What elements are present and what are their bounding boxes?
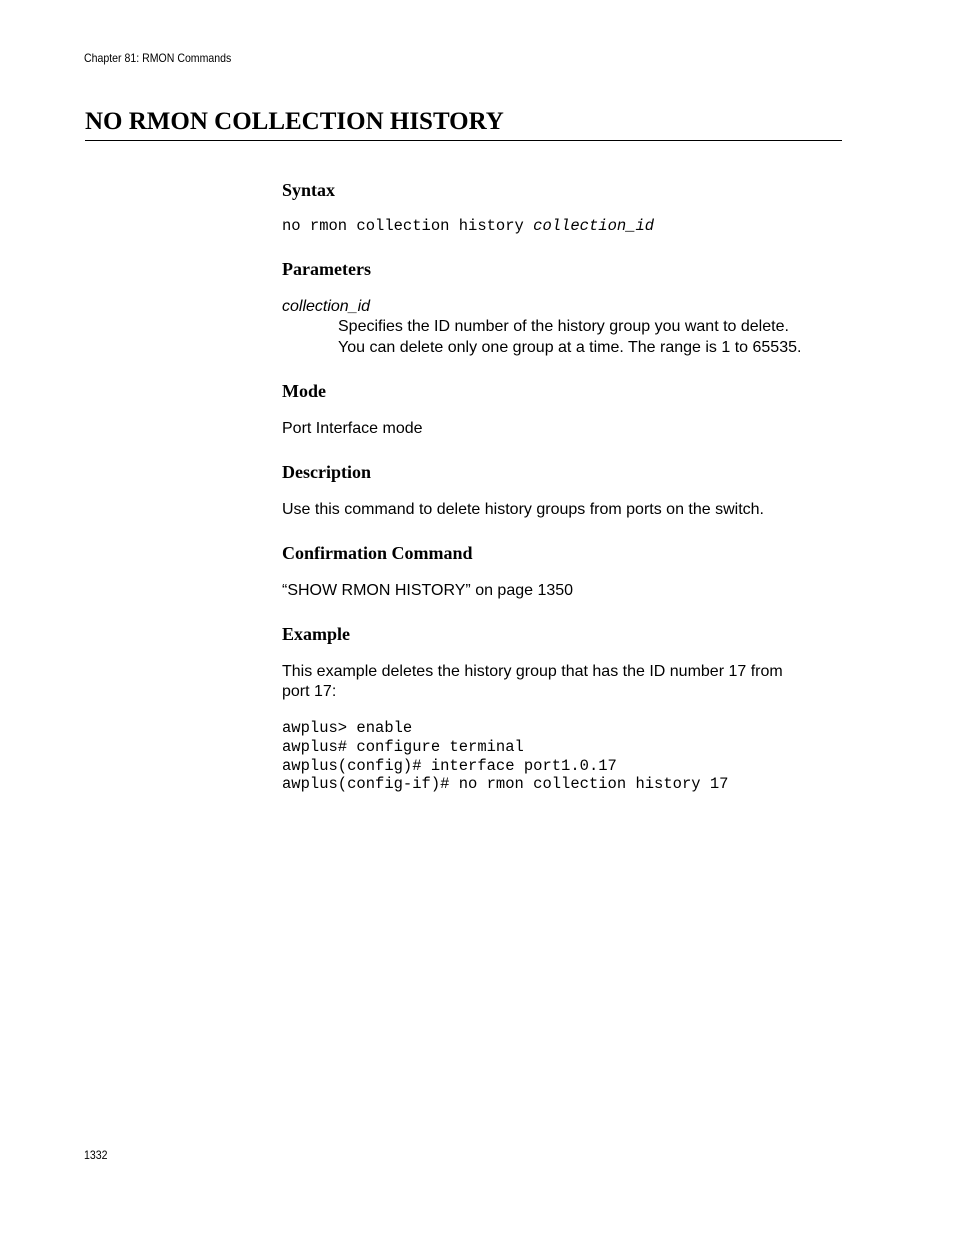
example-text-line1: This example deletes the history group that has the ID number 17 from bbox=[282, 663, 783, 680]
parameter-name: collection_id bbox=[282, 298, 371, 315]
confirmation-heading: Confirmation Command bbox=[282, 543, 473, 563]
syntax-command bbox=[282, 217, 654, 236]
parameter-description-line2: You can delete only one group at a time. The range is 1 to 65535. bbox=[338, 339, 802, 356]
description-heading: Description bbox=[282, 462, 371, 482]
example-code-line: awplus> enable bbox=[282, 719, 413, 737]
syntax-heading: Syntax bbox=[282, 180, 336, 200]
confirmation-link[interactable]: “SHOW RMON HISTORY” on page 1350 bbox=[282, 582, 574, 599]
mode-heading: Mode bbox=[282, 381, 326, 401]
parameters-heading: Parameters bbox=[282, 259, 371, 279]
mode-text: Port Interface mode bbox=[282, 420, 423, 437]
example-text-line2: port 17: bbox=[282, 683, 337, 700]
example-code-line: awplus(config)# interface port1.0.17 bbox=[282, 757, 617, 775]
example-code-line: awplus# configure terminal bbox=[282, 738, 524, 756]
example-heading: Example bbox=[282, 624, 351, 644]
parameter-description-line1: Specifies the ID number of the history group you want to delete. bbox=[338, 318, 789, 335]
title-rule bbox=[85, 140, 842, 141]
page-title: NO RMON COLLECTION HISTORY bbox=[85, 108, 504, 135]
syntax-argument: collection_id bbox=[533, 217, 655, 235]
running-header: Chapter 81: RMON Commands bbox=[84, 51, 232, 65]
example-code-line: awplus(config-if)# no rmon collection history 17 bbox=[282, 775, 729, 793]
syntax-command-text: no rmon collection history bbox=[282, 217, 534, 235]
description-text: Use this command to delete history groups from ports on the switch. bbox=[282, 501, 764, 518]
page-number: 1332 bbox=[84, 1148, 108, 1162]
